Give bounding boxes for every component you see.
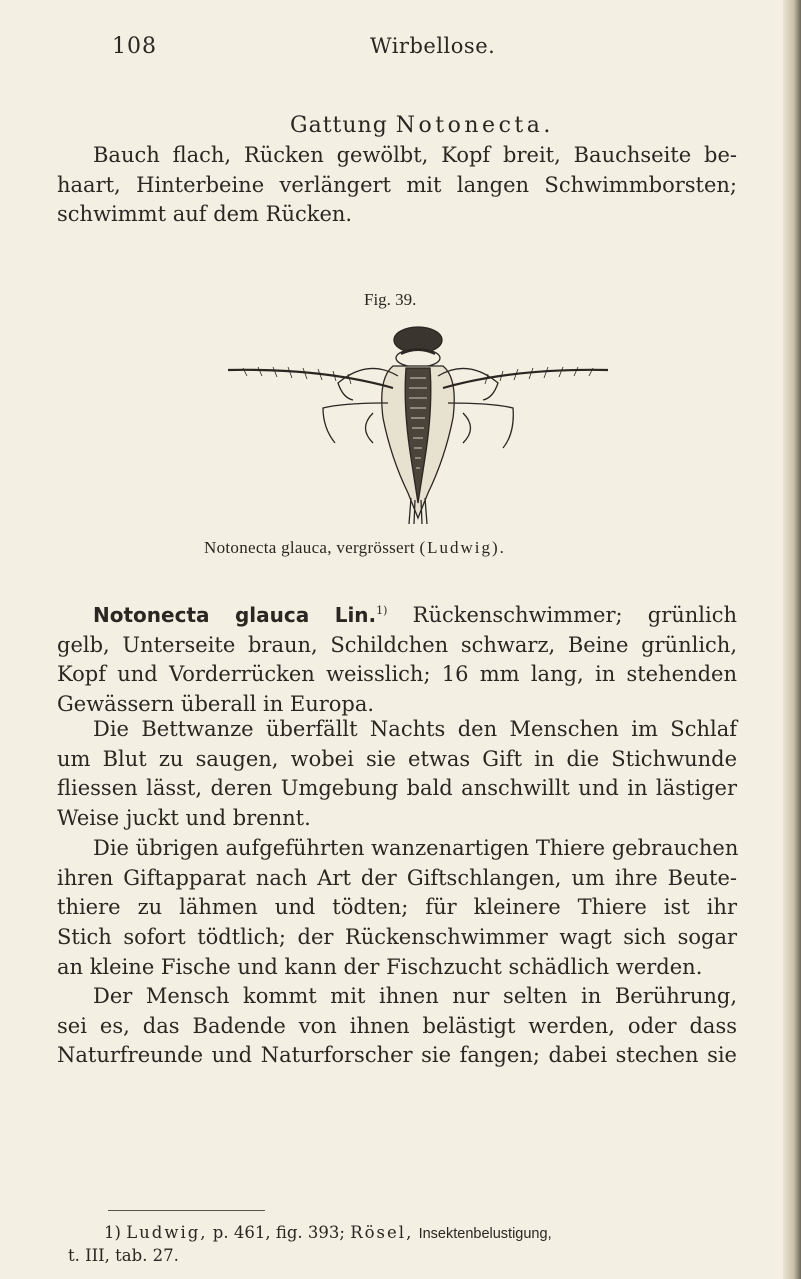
paragraph-line: Die Bettwanze überfällt Nachts den Menschen im Schlaf [93, 717, 737, 741]
species-description-line: Gewässern überall in Europa. [57, 692, 375, 717]
footnote-line [68, 1222, 688, 1245]
genus-heading [290, 113, 554, 138]
footnote-reference: 1) [376, 604, 388, 617]
paragraph-line: Weise juckt und brennt. [57, 806, 311, 831]
footnote-author: Rösel, [350, 1223, 414, 1242]
paragraph-mensch [57, 982, 737, 1071]
notonecta-drawing [223, 318, 613, 526]
footnote-author: Ludwig, [126, 1223, 208, 1242]
paragraph-wanzen [57, 834, 737, 983]
paragraph-line: thiere zu lähmen und tödten; für kleinere Thiere ist ihr [57, 895, 737, 920]
paragraph-line: Der Mensch kommt mit ihnen nur selten in Berührung, [93, 984, 737, 1008]
footnote [68, 1222, 688, 1267]
footnote-divider [108, 1210, 265, 1211]
figure-label: Fig. 39. [364, 290, 417, 309]
footnote-reference-text: p. 461, fig. 393; [212, 1223, 345, 1242]
footnote-line: t. III, tab. 27. [68, 1246, 179, 1265]
footnote-work: Insektenbelustigung, [418, 1226, 552, 1242]
species-description [57, 596, 737, 720]
genus-description-line: schwimmt auf dem Rücken. [57, 202, 353, 227]
paragraph-line: an kleine Fische und kann der Fischzucht schädlich werden. [57, 954, 703, 979]
page-header [112, 34, 712, 66]
page-edge-shadow [783, 0, 801, 1279]
species-description-line: Kopf und Vorderrücken weisslich; 16 mm lang, in stehenden [57, 662, 737, 687]
paragraph-bettwanze [57, 715, 737, 834]
paragraph-line: um Blut zu saugen, wobei sie etwas Gift in die Stichwunde [57, 746, 737, 771]
paragraph-line: Stich sofort tödtlich; der Rückenschwimmer wagt sich sogar [57, 925, 737, 950]
paragraph-line: Die übrigen aufgeführten wanzenartigen Thiere gebrauchen [93, 836, 739, 860]
paragraph-line: fliessen lässt, deren Umgebung bald anschwillt und in lästiger [57, 776, 737, 801]
species-description-line: gelb, Unterseite braun, Schildchen schwarz, Beine grünlich, [57, 632, 737, 657]
caption-author: (Ludwig). [419, 538, 506, 557]
page-number: 108 [112, 34, 157, 59]
running-head: Wirbellose. [370, 34, 496, 58]
figure-caption [204, 538, 506, 558]
genus-name: Notonecta. [395, 113, 554, 138]
species-name: Notonecta glauca Lin. [93, 603, 377, 627]
genus-description [57, 141, 737, 230]
species-description-line [57, 596, 737, 631]
genus-label: Gattung [290, 113, 388, 138]
paragraph-line: ihren Giftapparat nach Art der Giftschlangen, um ihre Beute- [57, 865, 737, 890]
caption-text: Notonecta glauca, vergrössert [204, 538, 415, 557]
genus-description-line: Bauch flach, Rücken gewölbt, Kopf breit, Bauchseite be- [93, 143, 737, 167]
paragraph-line: sei es, das Badende von ihnen belästigt werden, oder dass [57, 1013, 737, 1038]
footnote-number: 1) [104, 1223, 121, 1242]
paragraph-line: Naturfreunde und Naturforscher sie fangen; dabei stechen sie [57, 1043, 737, 1068]
notonecta-illustration [223, 318, 613, 526]
genus-description-line: haart, Hinterbeine verlängert mit langen Schwimmborsten; [57, 172, 737, 197]
species-common-name: Rückenschwimmer; grünlich [412, 603, 737, 627]
